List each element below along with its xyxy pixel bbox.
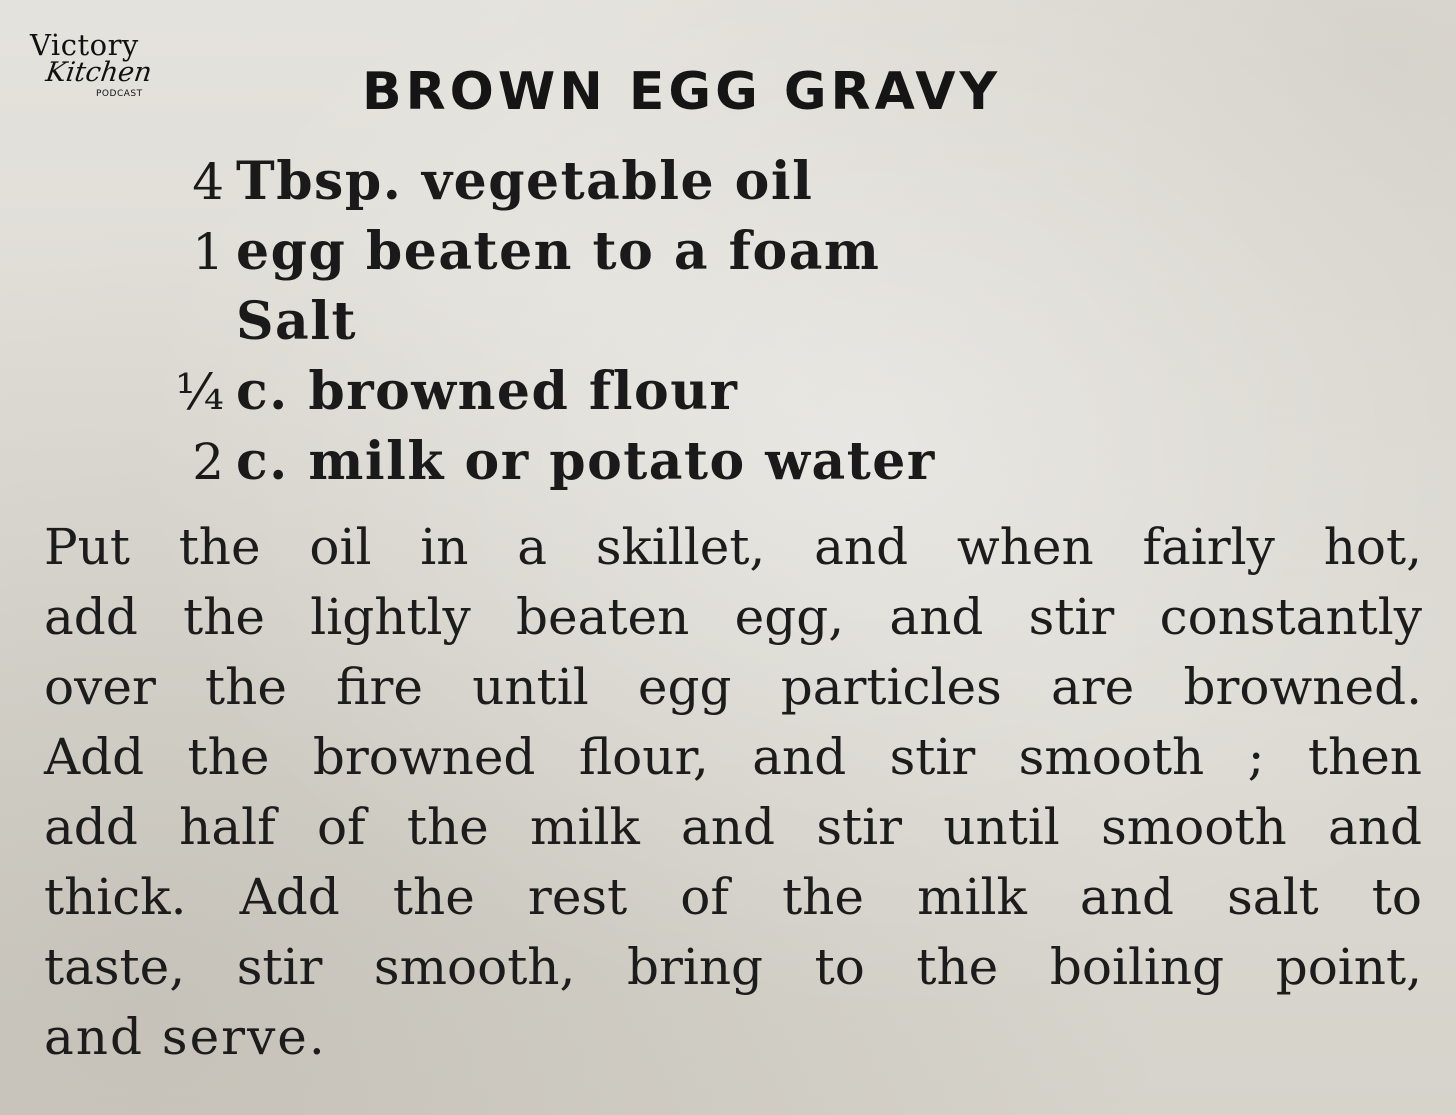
directions-line: thick. Add the rest of the milk and salt to: [44, 868, 1422, 926]
podcast-logo: [30, 30, 160, 110]
directions-line: add half of the milk and stir until smooth and: [44, 798, 1422, 856]
ingredient-text: c. milk or potato water: [236, 431, 936, 492]
ingredient-text: c. browned flour: [236, 361, 739, 422]
ingredient-text: Tbsp. vegetable oil: [236, 151, 814, 212]
directions-line: Put the oil in a skillet, and when fairly hot,: [44, 518, 1422, 576]
logo-line-2: Kitchen: [43, 57, 154, 88]
directions-line: and serve.: [44, 1008, 327, 1066]
directions-line: taste, stir smooth, bring to the boiling point,: [44, 938, 1422, 996]
ingredient-quantity: 1: [192, 223, 224, 281]
ingredient-text: Salt: [236, 291, 358, 352]
ingredient-row: [0, 430, 1456, 500]
ingredient-quantity: 2: [192, 433, 224, 491]
ingredient-row: [0, 220, 1456, 290]
recipe-title: BROWN EGG GRAVY: [362, 62, 1002, 122]
directions-line: over the fire until egg particles are browned.: [44, 658, 1422, 716]
ingredient-quantity: 4: [192, 153, 224, 211]
ingredient-row: [0, 360, 1456, 430]
directions-line: Add the browned flour, and stir smooth ; then: [44, 728, 1422, 786]
ingredient-quantity: ¼: [175, 363, 224, 421]
ingredient-text: egg beaten to a foam: [236, 221, 881, 282]
ingredient-row: [0, 150, 1456, 220]
logo-line-3: PODCAST: [96, 89, 143, 99]
directions-line: add the lightly beaten egg, and stir constantly: [44, 588, 1422, 646]
ingredient-row: [0, 290, 1456, 360]
logo-line-1: Victory: [30, 28, 139, 62]
